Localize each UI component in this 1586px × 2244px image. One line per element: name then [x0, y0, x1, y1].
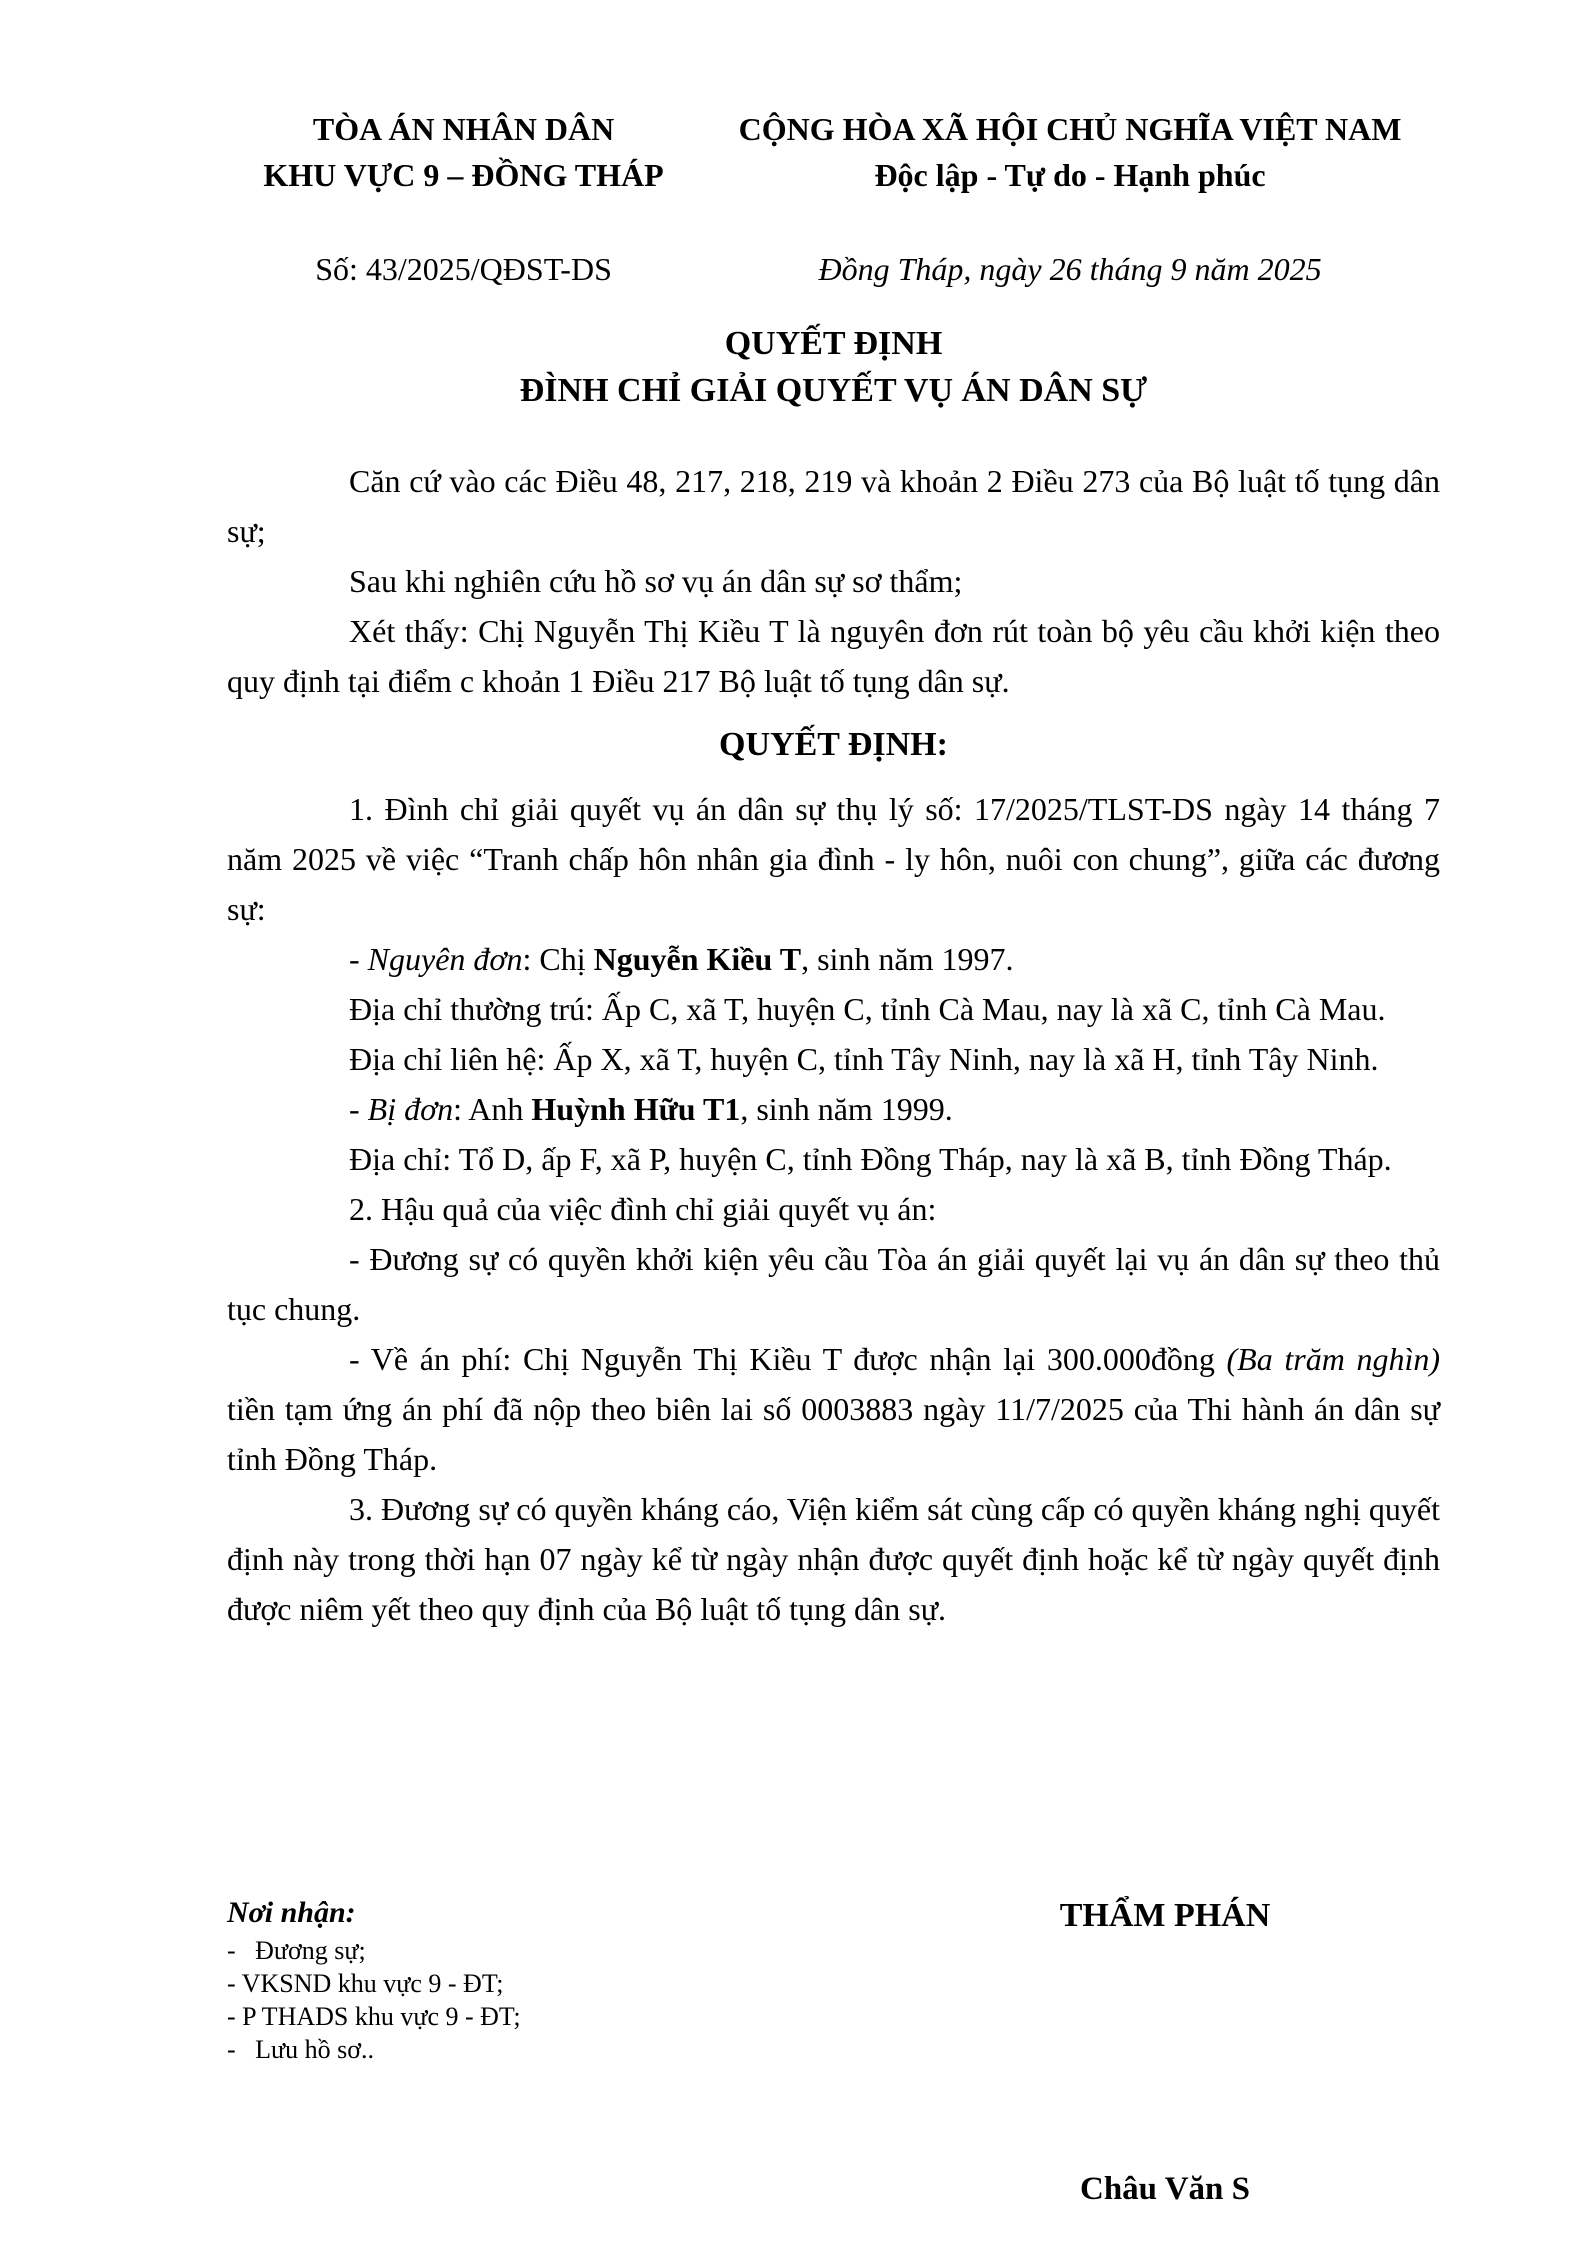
recipient-item: - P THADS khu vực 9 - ĐT; [227, 2002, 521, 2031]
document-meta [227, 246, 1440, 292]
title-line2: ĐÌNH CHỈ GIẢI QUYẾT VỤ ÁN DÂN SỰ [519, 372, 1148, 409]
recipients-label: Nơi nhận: [227, 1896, 356, 1929]
place-date-line: Đồng Tháp, ngày 26 tháng 9 năm 2025 [818, 251, 1322, 287]
judge-name: Châu Văn S [1080, 2171, 1250, 2207]
republic-name: CỘNG HÒA XÃ HỘI CHỦ NGHĨA VIỆT NAM [738, 111, 1402, 147]
paragraph-plaintiff: - Nguyên đơn: Chị Nguyễn Kiều T, sinh năm 1997. [349, 941, 1014, 977]
signature-space [890, 1939, 1440, 2167]
national-motto: Độc lập - Tự do - Hạnh phúc [874, 157, 1266, 193]
recipient-item: - Đương sự; [227, 1936, 366, 1965]
decision-heading: QUYẾT ĐỊNH: [719, 726, 948, 763]
document-header [227, 106, 1440, 198]
paragraph-defendant-address: Địa chỉ: Tổ D, ấp F, xã P, huyện C, tỉnh Đồng Tháp, nay là xã B, tỉnh Đồng Tháp. [349, 1141, 1392, 1177]
paragraph-findings: Xét thấy: Chị Nguyễn Thị Kiều T là nguyên đơn rút toàn bộ yêu cầu khởi kiện theo quy định tại điểm c khoản 1 Điều 217 Bộ luật tố tụng dân sự. [227, 613, 1440, 699]
paragraph-defendant: - Bị đơn: Anh Huỳnh Hữu T1, sinh năm 1999. [349, 1091, 953, 1127]
paragraph-decision-1: 1. Đình chỉ giải quyết vụ án dân sự thụ lý số: 17/2025/TLST-DS ngày 14 tháng 7 năm 2025 về việc “Tranh chấp hôn nhân gia đình - ly hôn, nuôi con chung”, giữa các đương sự: [227, 791, 1440, 927]
document-footer [227, 1892, 1440, 2212]
paragraph-decision-3: 3. Đương sự có quyền kháng cáo, Viện kiểm sát cùng cấp có quyền kháng nghị quyết định này trong thời hạn 07 ngày kể từ ngày nhận được quyết định hoặc kể từ ngày quyết định được niêm yết theo quy định của Bộ luật tố tụng dân sự. [227, 1491, 1440, 1627]
paragraph-plaintiff-permanent-address: Địa chỉ thường trú: Ấp C, xã T, huyện C, tỉnh Cà Mau, nay là xã C, tỉnh Cà Mau. [349, 991, 1386, 1027]
paragraph-case-review: Sau khi nghiên cứu hồ sơ vụ án dân sự sơ thẩm; [349, 563, 963, 599]
document-body [227, 456, 1440, 1634]
judge-title: THẨM PHÁN [1059, 1897, 1271, 1934]
recipient-item: - VKSND khu vực 9 - ĐT; [227, 1969, 504, 1998]
court-name-line1: TÒA ÁN NHÂN DÂN [312, 111, 615, 147]
recipient-item: - Lưu hồ sơ.. [227, 2035, 374, 2064]
recipients-block [227, 1892, 890, 2212]
document-number: Số: 43/2025/QĐST-DS [315, 251, 612, 287]
paragraph-decision-2: 2. Hậu quả của việc đình chỉ giải quyết vụ án: [349, 1191, 937, 1227]
paragraph-legal-basis: Căn cứ vào các Điều 48, 217, 218, 219 và khoản 2 Điều 273 của Bộ luật tố tụng dân sự; [227, 463, 1440, 549]
issuing-court-block [227, 106, 700, 198]
paragraph-plaintiff-contact-address: Địa chỉ liên hệ: Ấp X, xã T, huyện C, tỉnh Tây Ninh, nay là xã H, tỉnh Tây Ninh. [349, 1041, 1379, 1077]
paragraph-court-fee: - Về án phí: Chị Nguyễn Thị Kiều T được nhận lại 300.000đồng (Ba trăm nghìn) tiền tạm ứng án phí đã nộp theo biên lai số 0003883 ngày 11/7/2025 của Thi hành án dân sự tỉnh Đồng Tháp. [227, 1341, 1441, 1477]
national-motto-block [700, 106, 1440, 198]
signature-block [890, 1892, 1440, 2212]
paragraph-right-to-refile: - Đương sự có quyền khởi kiện yêu cầu Tòa án giải quyết lại vụ án dân sự theo thủ tục chung. [227, 1241, 1440, 1327]
title-line1: QUYẾT ĐỊNH [724, 325, 943, 362]
court-name-line2: KHU VỰC 9 – ĐỒNG THÁP [263, 157, 664, 193]
document-title [227, 320, 1440, 414]
